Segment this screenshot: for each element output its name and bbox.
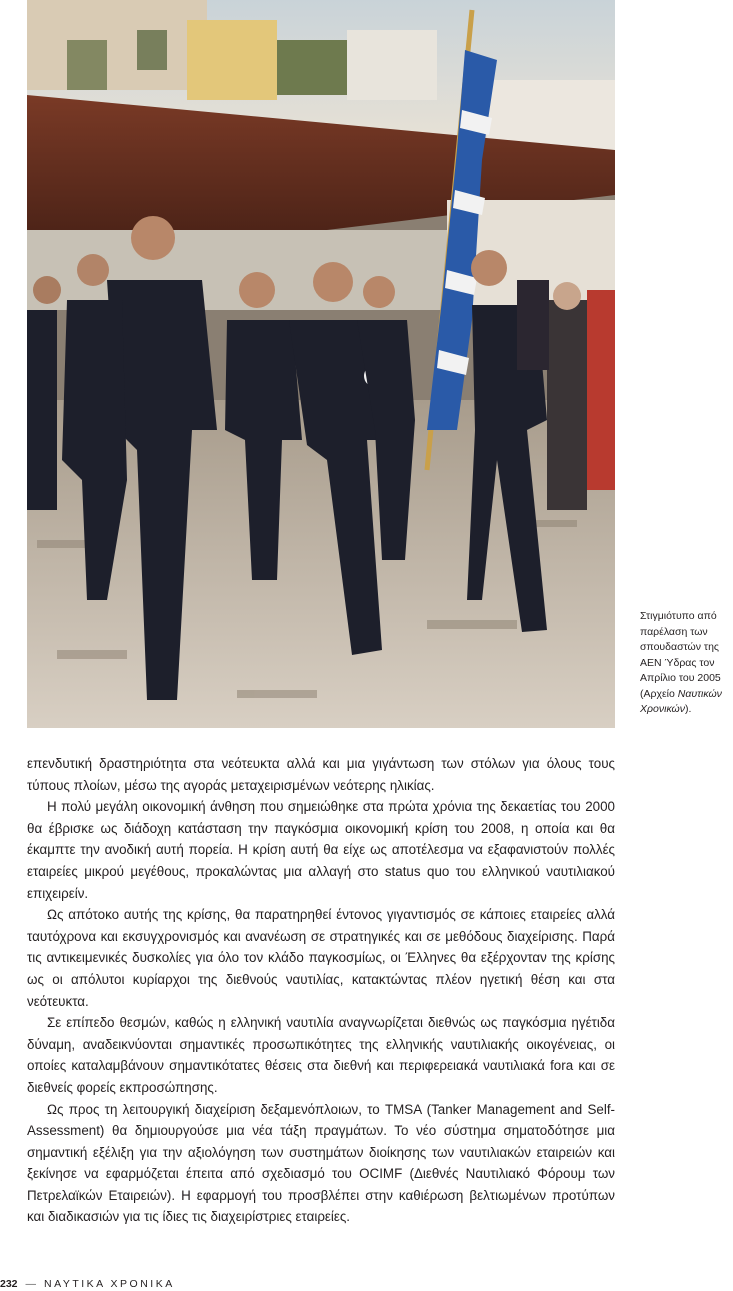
magazine-name: ΝΑΥΤΙΚΑ ΧΡΟΝΙΚΑ (44, 1278, 175, 1290)
article-body (27, 753, 615, 1228)
body-paragraph-3: Ως απότοκο αυτής της κρίσης, θα παρατηρηθεί έντονος γιγαντισμός σε κάποιες εταιρείες αλλά ταυτόχρονα και εκσυγχρονισμός και ανανέωση σε στρατηγικές και σε μεθόδους διαχείρισης. Παρά τις αντικειμενικές δυσκολίες για όλο τον κλάδο παγκοσμίως, οι Έλληνες θα εξέρχονταν της κρίσης ως οι απόλυτοι κυρίαρχοι της διεθνούς ναυτιλίας, κατακτώντας πλέον ηγετική θέση και στα νεότευκτα. (27, 907, 615, 1009)
parade-photo-drawing (27, 0, 615, 728)
page-number: 232 (0, 1278, 18, 1290)
parade-photo (27, 0, 615, 728)
body-paragraph-5: Ως προς τη λειτουργική διαχείριση δεξαμενόπλοιων, το TMSA (Tanker Management and Self-Assessment) θα δημιουργούσε μια νέα τάξη πραγμάτων. Το νέο σύστημα σηματοδότησε μια σημαντική εξέλιξη για την αξιολόγηση των συστημάτων διοίκησης των ναυτιλιακών εταιρειών και ξεκίνησε να εφαρμόζεται έπειτα από σχεδιασμό του OCIMF (Διεθνές Ναυτιλιακό Φόρουμ των Πετρελαϊκών Εταιρειών). Η εφαρμογή του προσβλέπει στην καθιέρωση βελτιωμένων προτύπων και διαδικασιών για τις ίδιες τις διαχειρίστριες εταιρείες. (27, 1101, 615, 1225)
caption-source-italic: Ναυτικών Χρονικών (640, 687, 722, 715)
body-paragraph-4: Σε επίπεδο θεσμών, καθώς η ελληνική ναυτιλία αναγνωρίζεται διεθνώς ως παγκόσμια ηγέτιδα δύναμη, αναδεικνύονται σημαντικές προσωπικότητες της ελληνικής ναυτιλιακής οικογένειας, οι οποίες καταλαμβάνουν σημαντικότατες θέσεις στα διεθνή και περιφερειακά ναυτιλιακά fora και σε διεθνείς φορείς εκπροσώπησης. (27, 1015, 615, 1095)
caption-text: Στιγμιότυπο από παρέλαση των σπουδαστών της ΑΕΝ Ύδρας τον Απρίλιο του 2005 (Αρχείο (640, 610, 721, 700)
body-paragraph-2: Η πολύ μεγάλη οικονομική άνθηση που σημειώθηκε στα πρώτα χρόνια της δεκαετίας του 2000 θα έβρισκε ως διάδοχη κατάσταση την παγκόσμια οικονομική κρίση του 2008, η οποία και θα έκαμπτε την ανοδική αυτή πορεία. Η κρίση αυτή θα είχε ως αποτέλεσμα να εξαφανιστούν πολλές εταιρείες μικρού μεγέθους, προκαλώντας μια αλλαγή στο status quo του ελληνικού ναυτιλιακού επιχειρείν. (27, 799, 615, 901)
page-footer (0, 1277, 175, 1291)
photo-caption (640, 609, 732, 718)
footer-dash: — (25, 1278, 37, 1290)
caption-tail: ). (685, 703, 692, 715)
body-paragraph-1: επενδυτική δραστηριότητα στα νεότευκτα αλλά και μια γιγάντωση των στόλων για όλους τους τύπους πλοίων, μέσω της αγοράς μεταχειρισμένων νεότερης ηλικίας. (27, 756, 615, 793)
